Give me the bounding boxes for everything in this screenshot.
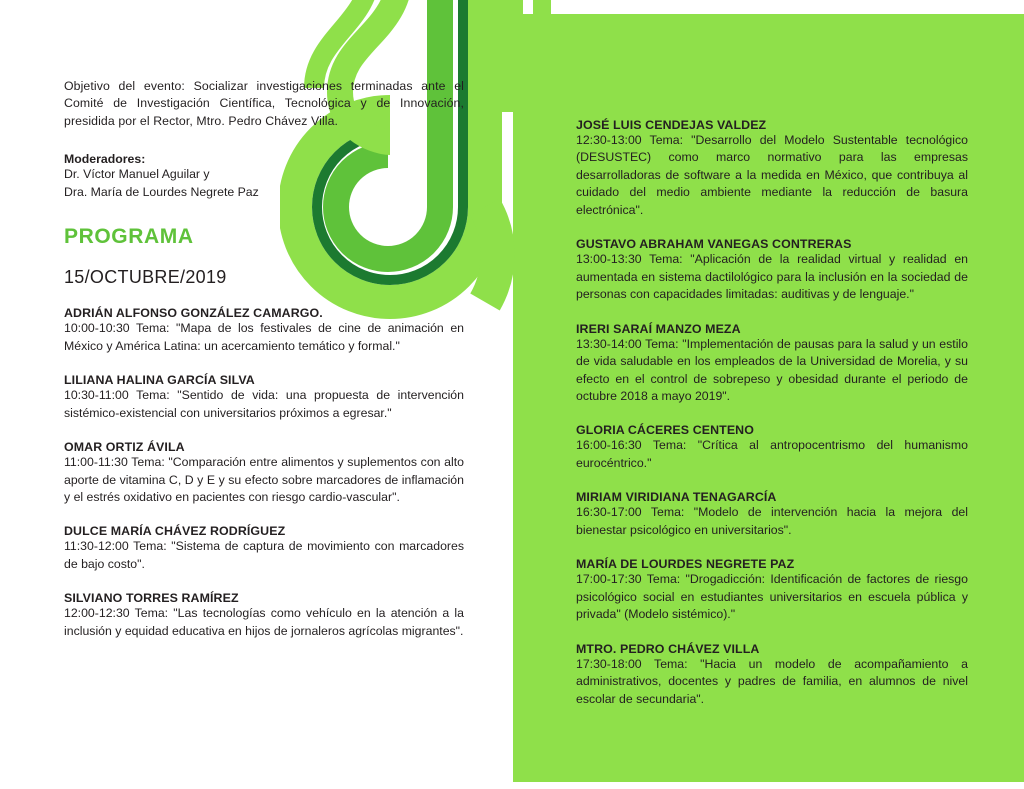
talk-description: 10:00-10:30 Tema: "Mapa de los festivales de cine de animación en México y América Latina: un acercamiento temático y formal.": [64, 321, 464, 353]
talk-description: 16:30-17:00 Tema: "Modelo de intervención hacia la mejora del bienestar psicológico en universitarios".: [576, 505, 968, 537]
program-entry: [576, 490, 968, 539]
speaker-name: LILIANA HALINA GARCÍA SILVA: [64, 373, 255, 388]
program-entry: [576, 557, 968, 623]
speaker-name: SILVIANO TORRES RAMÍREZ: [64, 591, 239, 606]
program-entry: [64, 524, 464, 573]
green-panel-bottom-gap: [513, 782, 1024, 789]
speaker-name: IRERI SARAÍ MANZO MEZA: [576, 321, 741, 336]
left-column: [64, 78, 464, 640]
talk-description: 10:30-11:00 Tema: "Sentido de vida: una propuesta de intervención sistémico-existencial con universitarios próximos a egresar.": [64, 388, 464, 420]
right-column: [576, 118, 968, 708]
talk-description: 13:00-13:30 Tema: "Aplicación de la realidad virtual y realidad en aumentada en sistema dactilológico para la inclusión en la sociedad de personas con capacidades limitadas: auditivas y de lenguaje.": [576, 252, 968, 302]
talk-description: 17:30-18:00 Tema: "Hacia un modelo de acompañamiento a administrativos, docentes y padres de familia, en alumnos de nivel escolar de secundaria".: [576, 656, 968, 706]
speaker-name: OMAR ORTIZ ÁVILA: [64, 440, 185, 455]
talk-description: 11:00-11:30 Tema: "Comparación entre alimentos y suplementos con alto aporte de vitamina C, D y E y su efecto sobre marcadores de inflamación y el estrés oxidativo en pacientes con riesgo cardio-vascular".: [64, 455, 464, 504]
program-entry: [64, 306, 464, 355]
programa-heading: PROGRAMA: [64, 225, 194, 249]
program-entry: [576, 642, 968, 708]
talk-description: 12:00-12:30 Tema: "Las tecnologías como vehículo en la atención a la inclusión y equidad educativa en hijos de jornaleros agrícolas migrantes".: [64, 606, 464, 638]
speaker-name: ADRIÁN ALFONSO GONZÁLEZ CAMARGO.: [64, 306, 323, 321]
speaker-name: JOSÉ LUIS CENDEJAS VALDEZ: [576, 118, 767, 132]
talk-description: 13:30-14:00 Tema: "Implementación de pausas para la salud y un estilo de vida saludable en los empleados de la Universidad de Morelia, y su efecto en el control de sobrepeso y obesidad durante el periodo de octubre 2018 a mayo 2019".: [576, 336, 968, 403]
program-entry: [576, 322, 968, 406]
event-objective-text: Objetivo del evento: Socializar investigaciones terminadas ante el Comité de Investigación Científica, Tecnológica y de Innovación, presidida por el Rector, Mtro. Pedro Chávez Villa.: [64, 79, 464, 128]
program-entry: [64, 591, 464, 640]
moderator-name: Dra. María de Lourdes Negrete Paz: [64, 184, 259, 199]
program-entry: [576, 118, 968, 219]
program-entry: [64, 373, 464, 422]
program-entry: [64, 440, 464, 506]
program-entry: [576, 423, 968, 472]
green-panel-top-gap: [513, 0, 1024, 14]
speaker-name: DULCE MARÍA CHÁVEZ RODRÍGUEZ: [64, 524, 286, 539]
talk-description: 16:00-16:30 Tema: "Crítica al antropocentrismo del humanismo eurocéntrico.": [576, 438, 968, 470]
talk-description: 12:30-13:00 Tema: "Desarrollo del Modelo Sustentable tecnológico (DESUSTEC) como marco normativo para las empresas desarrolladoras de software a la medida en México, que contribuya al cuidado del medio ambiente mediante la reducción de basura electrónica".: [576, 133, 968, 217]
speaker-name: GUSTAVO ABRAHAM VANEGAS CONTRERAS: [576, 237, 852, 252]
program-entry: [576, 237, 968, 303]
talk-description: 17:00-17:30 Tema: "Drogadicción: Identificación de factores de riesgo psicológico social en estudiantes universitarios en escuela pública y privada" (Modelo sistémico).": [576, 572, 968, 622]
speaker-name: MARÍA DE LOURDES NEGRETE PAZ: [576, 557, 795, 572]
moderators-heading: Moderadores:: [64, 152, 146, 167]
speaker-name: MIRIAM VIRIDIANA TENAGARCÍA: [576, 490, 777, 505]
moderator-name: Dr. Víctor Manuel Aguilar y: [64, 167, 210, 182]
speaker-name: GLORIA CÁCERES CENTENO: [576, 423, 754, 438]
talk-description: 11:30-12:00 Tema: "Sistema de captura de movimiento con marcadores de bajo costo".: [64, 539, 464, 571]
speaker-name: MTRO. PEDRO CHÁVEZ VILLA: [576, 641, 760, 656]
event-date: 15/OCTUBRE/2019: [64, 267, 227, 288]
